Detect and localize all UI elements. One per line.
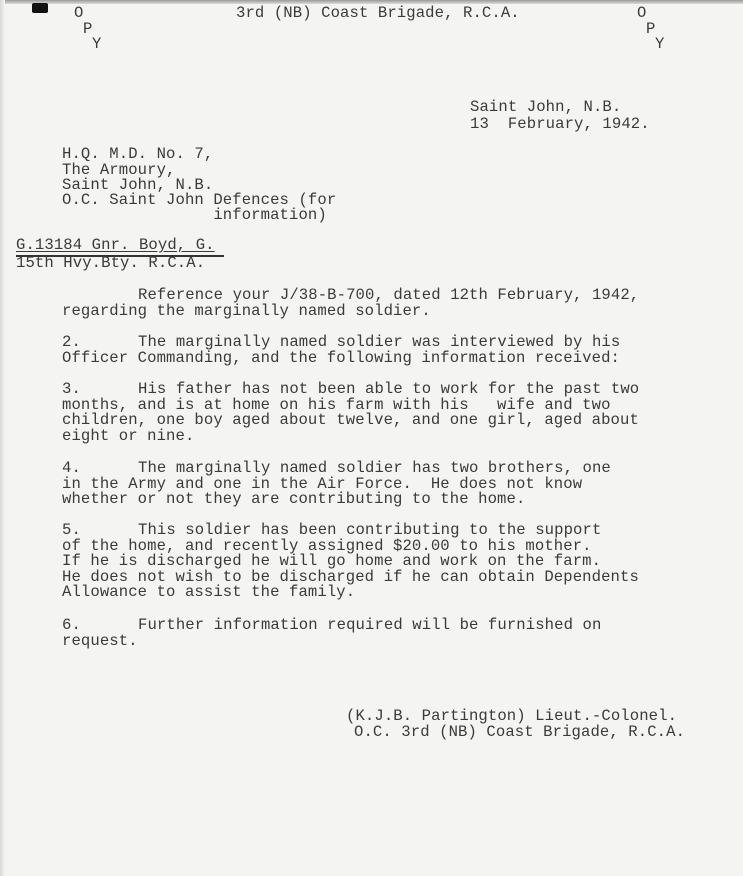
copy-mark-right-y: Y: [655, 35, 665, 53]
paragraph-number: 6.: [62, 616, 81, 634]
paragraph-line: His father has not been able to work for the past two: [138, 380, 640, 398]
signature-title: O.C. 3rd (NB) Coast Brigade, R.C.A.: [354, 723, 686, 741]
paragraph-number: 2.: [62, 333, 81, 351]
paragraph-line: Further information required will be furnished on: [138, 616, 602, 634]
paragraph-number: 3.: [62, 380, 81, 398]
paragraph-number: 5.: [62, 521, 81, 539]
paragraph-number: 4.: [62, 459, 81, 477]
paragraph-line: Reference your J/38-B-700, dated 12th February, 1942,: [138, 286, 640, 304]
paragraph-line: Officer Commanding, and the following information received:: [62, 349, 621, 367]
paragraph-line: children, one boy aged about twelve, and one girl, aged about: [62, 411, 639, 429]
paragraph-line: He does not wish to be discharged if he can obtain Dependents: [62, 568, 639, 586]
paragraph-line: This soldier has been contributing to the support: [138, 521, 602, 539]
paragraph-line: eight or nine.: [62, 427, 195, 445]
address-line: information): [62, 206, 327, 224]
address-line: Saint John, N.B.: [62, 176, 214, 194]
letterhead-title: 3rd (NB) Coast Brigade, R.C.A.: [236, 4, 520, 22]
copy-mark-left-y: Y: [92, 35, 102, 53]
paragraph-line: months, and is at home on his farm with his wife and two: [62, 396, 611, 414]
paragraph-line: in the Army and one in the Air Force. He does not know: [62, 475, 583, 493]
marginal-soldier: G.13184 Gnr. Boyd, G.: [16, 236, 215, 254]
ink-blot: [32, 3, 48, 13]
copy-mark-right-o: O: [637, 4, 647, 22]
signature-name: (K.J.B. Partington) Lieut.-Colonel.: [346, 707, 678, 725]
copy-mark-left-o: O: [74, 4, 84, 22]
date: 13 February, 1942.: [470, 115, 650, 133]
paragraph-line: whether or not they are contributing to the home.: [62, 490, 526, 508]
paragraph-line: request.: [62, 632, 138, 650]
paragraph-line: regarding the marginally named soldier.: [62, 302, 431, 320]
place: Saint John, N.B.: [470, 98, 622, 116]
address-line: H.Q. M.D. No. 7,: [62, 145, 214, 163]
scan-left-edge: [0, 0, 5, 876]
copy-mark-left-p: P: [83, 20, 93, 38]
paragraph-line: The marginally named soldier was interviewed by his: [138, 333, 621, 351]
copy-mark-right-p: P: [646, 20, 656, 38]
address-line: O.C. Saint John Defences (for: [62, 191, 337, 209]
paragraph-line: of the home, and recently assigned $20.00 to his mother.: [62, 537, 592, 555]
address-line: The Armoury,: [62, 161, 176, 179]
marginal-unit: 15th Hvy.Bty. R.C.A.: [16, 254, 206, 272]
paragraph-line: The marginally named soldier has two brothers, one: [138, 459, 611, 477]
paragraph-line: If he is discharged he will go home and work on the farm.: [62, 552, 602, 570]
paragraph-line: Allowance to assist the family.: [62, 583, 356, 601]
